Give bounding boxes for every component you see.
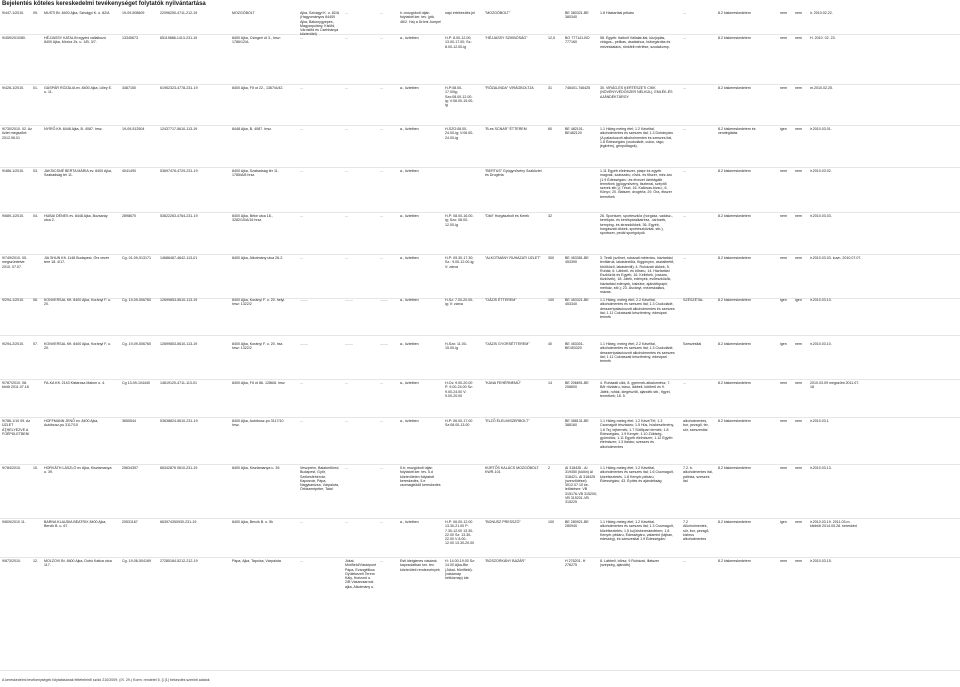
cell-stat: 27285184-5212-212-19 (160, 559, 198, 563)
cell-id: 9/730/2010. 02. Az üzlet megszűnt: 2012.06.01 (2, 127, 32, 140)
cell-name: "KANA FEHÉRNEMŰ" (485, 381, 521, 385)
cell-place: 8400 Ajka, Alkotmány utca 26-2. (232, 256, 284, 260)
cell-b: nem (795, 419, 802, 423)
cell-goods: 3. Textil (szőnet, rubázati méteráru, háztartási textiláruk, lakástextília, függönyen, asztalteritő, törölköző, lakástextil); 4. Ruházati cikkek; 5. Ruhák; 6. Lábbeli- és bőráru, 14. Háztartási Eszközök és Egyéb, 16. Kellékek, (vasáru, tüzkövek), 18. Játék, edények, evőeszközök, háztartási edények, kisbútor, ajándékpapír, merkáz, stb.); 23. Ásványi, mézeskalács, mázas. (600, 256, 675, 295)
cell-hours: H: 14.00-19.00 Sz: 14.00 Ajka-Bie (Jókai- Mórifield): (vásárnap hétköznap) ide (445, 559, 475, 581)
cell-code: Al 318426 - Al 319450 (külön) Al 318421- Al 318425 (szerződései) 3012.07.10 ke- lelőstésre: VB 315176-VB 315200; VB 315201-VB 315225 (565, 466, 597, 505)
cell-hours: H-Sz: 7.00-20.00-ig; V: zárva (445, 298, 474, 307)
cell-date: ir.2010.03.03. (810, 214, 832, 218)
cell-owner: HORVÁTH LÁSZLÓ ev Ajka, Kisztamanya u. 39. (44, 466, 112, 475)
table-row (0, 9, 960, 35)
cell-reg: 3487150 (122, 86, 136, 90)
cell-s1: ... (380, 419, 383, 423)
cell-date: ir.2010.03.10. (810, 342, 832, 346)
cell-code: H 276201- H 276275 (565, 559, 586, 568)
cell-a: nem (780, 381, 787, 385)
cell-id: 9/787/2010. 08. törölt 2011.07.18 (2, 381, 29, 390)
cell-b: nem (795, 11, 802, 15)
cell-type: 8.2 kiskereskedelem (718, 381, 751, 385)
cell-stat: 12699853-5610-113-19 (160, 342, 198, 346)
cell-stat: 53622263-4764-231-19 (160, 214, 198, 218)
cell-addr: ... (300, 419, 303, 423)
cell-pad: 10. (33, 466, 38, 470)
cell-addr: ... (300, 86, 303, 90)
cell-a: nem (780, 169, 787, 173)
cell-cat: Szeszesital (683, 342, 702, 346)
cell-area: ........ (345, 342, 353, 346)
cell-prod: 5.b; mozgóbolt útján folytatott ker. tev. 5.d közterületen folytatott kereskedés, 5.e csomagküldő kereskedés (400, 466, 441, 488)
cell-sq: 60 (548, 127, 552, 131)
cell-stat: 66342876 0610-231-19 (160, 466, 198, 470)
table-row (0, 557, 960, 671)
cell-a: nem (780, 419, 787, 423)
cell-name: "MOZGÓBOLT" (485, 11, 511, 15)
cell-s1: ... (380, 11, 383, 15)
cell-hours: H-P: 06.00-12.00 13.30-21.00 P: 7.30-12.00 13.30-22.00 Sz: 13.30-22.00 V 8.00-12.00 13.30-20.00 (445, 520, 475, 546)
cell-date: ir. 2010.02.22. (810, 11, 833, 15)
cell-id: 9/447-1/2010. (2, 11, 25, 15)
cell-area: ... (345, 36, 348, 40)
cell-prod: a., üzletben (400, 419, 419, 423)
cell-b: nem (795, 381, 802, 385)
cell-stat: 61952323-4778-231-19 (160, 86, 198, 90)
cell-type: 8.2 kiskereskedelem (718, 559, 751, 563)
cell-goods: 1.8 Háztartási pékáru (600, 11, 635, 15)
cell-addr: ........ (300, 342, 308, 346)
cell-reg: Cg. 01-09-913171 (122, 256, 151, 260)
cell-s1: ... (380, 127, 383, 131)
cell-owner: JAKSICSNÉ BERTA MÁRIA ev. 8400 Ajka, Szabadság tér 11. (44, 169, 112, 178)
cell-goods: 1.1 Hideg meleg étel; 1.2 Kávéital, alkoholmentes és szeszes ital; 1.3 Dohányáru (A palackozott alkoholmentes és szeszes ital, 1.8 Édességáru (csokoládé, cukor, rágó, jégkrém), génpótlagok). (600, 127, 674, 149)
cell-a: igen (780, 520, 787, 524)
cell-stat: 12437717-5610-113-19 (160, 127, 198, 131)
cell-name: "OÁZIS GYORSÉTTEREM" (485, 342, 530, 346)
cell-a: igen (780, 298, 787, 302)
cell-date: ir.2010.03.03. kuvn. 2010.07.07. (810, 256, 862, 260)
cell-place: 8400 Ajka, Szabadság tér 11. 1785/A/8 hrsz. (232, 169, 279, 178)
cell-reg: 13345673 (122, 36, 138, 40)
cell-sq: 100 (548, 520, 554, 524)
table-row (0, 212, 960, 255)
cell-stat: 65119886-1413-231-19 (160, 36, 198, 40)
cell-b: nem (795, 559, 802, 563)
cell-s1: ... (380, 559, 383, 563)
cell-date: ir.2010.03.01. (810, 127, 832, 131)
cell-date: ir.2010.03.02. (810, 169, 832, 173)
cell-b: nem (795, 36, 802, 40)
cell-code: BE 280921-BE 280940 (565, 520, 589, 529)
cell-name: KÜRTŐS KALÁCS MOZGÓBOLT KWR-101 (485, 466, 539, 475)
cell-addr: ... (300, 520, 303, 524)
cell-s1: ... (380, 520, 383, 524)
table-row (0, 340, 960, 380)
cell-place: 8400 Ajka, Csingeri út 3., hrsz: 1786/12/A. (232, 36, 281, 45)
cell-area: ... (345, 381, 348, 385)
cell-place: 8400 Ajka, Bercik B. u. 5k (232, 520, 273, 524)
cell-b: nem (795, 127, 802, 131)
cell-cat: ... (683, 86, 686, 90)
footer-note: A kereskedelmi tevékenységek folytatásának feltételeiről szóló 210/2009. (IX. 29.) Korm. rendelet 5. § (1) bekezdés szerinti adatok (2, 678, 210, 682)
cell-pad: 03. (33, 169, 38, 173)
cell-addr: ........ (300, 298, 308, 302)
cell-a: igen (780, 127, 787, 131)
cell-prod: a., üzletben (400, 214, 419, 218)
cell-addr: ... (300, 169, 303, 173)
cell-owner: HUBAI DÉNES ev. 8448 Ajka, Bozsaráy utca 2. (44, 214, 108, 223)
cell-area: ... (345, 169, 348, 173)
cell-place: 8400 Ajka, Autóbusz-pu 3117/10 hrsz. (232, 419, 284, 428)
cell-pad: 12. (33, 559, 38, 563)
cell-prod: a., üzletben (400, 169, 419, 173)
cell-hours: H-P: 09.30-17.30; Sz.: 9.00-12.00-ig; V: zárva (445, 256, 475, 269)
table-row (0, 125, 960, 168)
table-row (0, 379, 960, 418)
cell-sq: 300 (548, 256, 554, 260)
cell-id: 9/784/2010. (2, 466, 21, 470)
cell-addr: ... (300, 381, 303, 385)
cell-reg: 3655544 (122, 419, 136, 423)
cell-b: igen (795, 298, 802, 302)
cell-reg: 19-09-508609 (122, 11, 145, 15)
cell-sq: 12,5 (548, 36, 555, 40)
cell-b: nem (795, 214, 802, 218)
cell-type: 8.2 kiskereskedelem (718, 419, 751, 423)
cell-reg: Cg. 19-09-506760 (122, 298, 151, 302)
cell-pad: 09. (33, 11, 38, 15)
cell-type: 8.2 kiskereskedelem (718, 256, 751, 260)
cell-area: ... (345, 214, 348, 218)
cell-reg: 19-09-512504 (122, 127, 145, 131)
cell-type: 8.2 kiskereskedelem (718, 36, 751, 40)
cell-name: "OÁZIS ÉTTEREM" (485, 298, 517, 302)
cell-code: BE 453321-BE 453340 (565, 298, 589, 307)
cell-b: nem (795, 256, 802, 260)
cell-code: 746401-746425 (565, 86, 591, 90)
cell-owner: KONVERSAL Kft. 8400 Ajka, Korányi F. u. 20. (44, 298, 111, 307)
cell-cat: ... (683, 169, 686, 173)
cell-id: 9/294-1/2010. (2, 298, 25, 302)
cell-s1: ........ (380, 342, 388, 346)
cell-date: ir.2010.03.13. (810, 466, 832, 470)
cell-a: igen (780, 342, 787, 346)
cell-place: 8400 Ajka, Kisztamanya u. 39. (232, 466, 281, 470)
table-row (0, 254, 960, 299)
cell-owner: FA-KA Kft. 2143 Kistarcsa Malom u. 4. (44, 381, 106, 385)
cell-s1: ... (380, 214, 383, 218)
cell-cat: SZÉSZÉTAL (683, 298, 704, 302)
cell-reg: 4041490 (122, 169, 136, 173)
cell-goods: 58. Egyéb: Italbolt Vállalat-ital, közjóplás, virágos-, pelikas, ásatáshoz, bútorgárdás és mézeskalács, rönkfelt mériése, szodakomp. (600, 36, 671, 49)
cell-area: ... (345, 419, 348, 423)
cell-prod: a., üzletben (400, 520, 419, 524)
cell-code: BE 388131-BE 388160 (565, 419, 589, 428)
table-row (0, 518, 960, 558)
cell-reg: Cg. 19-06-504169 (122, 559, 151, 563)
cell-hours: H-SZO:08.00-24.00-ig; V:06.00-24.00-ig (445, 127, 474, 140)
cell-sq: 32 (548, 214, 552, 218)
cell-a: nem (780, 466, 787, 470)
cell-id: 9/428-1/2010. (2, 86, 25, 90)
cell-stat: 14619120-4711-113-01 (160, 381, 198, 385)
cell-cat: ... (683, 11, 686, 15)
table-row (0, 84, 960, 126)
cell-goods: 1.1 Hideg-meleg étel; 1.2 Kávéital, alkoholmentes és szeszes ital; 1.3 Csomagolt, közétkeztetés; 1.5 kuj kiskereskedelem; 1.8 Kenyér-pékáru, Édességáru, valamint (tájban, édesség), és szeszesital 1.9 Édességáru (600, 520, 674, 542)
cell-date: H. 2010. 02. 23. (810, 36, 836, 40)
cell-place: 8400 Ajka, Korányi F. u. 20. helyi. hrsz: 1322/2 (232, 298, 286, 307)
table-row (0, 464, 960, 519)
cell-addr: Ajka, Szivágyi K. u. 82/A (Hagyományos 84400 Ajka, Bakonygyepes, Magyarpolány, Kislőd, Városlőd és Csehbánya közterület) (300, 11, 339, 37)
cell-cat: ... (683, 381, 686, 385)
cell-sq: 14 (548, 381, 552, 385)
cell-id: 9/459/2010/80. (2, 36, 26, 40)
cell-type: 8.2 kiskereskedelem (718, 342, 751, 346)
cell-type: 8.2 kiskereskedelem (718, 214, 751, 218)
cell-goods: 1.1 Hideg, meleg étel; 2.2 Kávéital, alkoholmentes és szeszes ital; 1.3 Csokoládé, desszertpalackozott alkoholmentes és szeszes ital; 1.11 Cukrászati készítmény, édesipari termék (600, 298, 675, 320)
cell-goods: 1.1 Hideg-meleg étel; 1.2 Kávé/Tél; 1.3 Csomagolt tésztaáru; 1.5 Hús, húskészítmény, 1.6 Tej, tejtermék; 1.7 Sütőipari termék; 1.8 Édességáru, 1.9 Kenyér; 1.10 Zöldség-gyümölcs; 1.11 Egyéb élelmiszer; 1.12 Egyéb élelmiszer; 1.3 Italáru; szeszes és alkoholmentes (600, 419, 675, 449)
cell-b: nem (795, 520, 802, 524)
cell-name: "HÉJJASSY SZIKBÓSÁG" (485, 36, 528, 40)
cell-id: 9/786-1/10 09. Az ÜZLET ÁTHELYEZVE A FŐÉPÜLETBEN! (2, 419, 31, 436)
cell-area: ... (345, 256, 348, 260)
cell-cat: ... (683, 559, 686, 563)
cell-id: 9/294-2/2010. (2, 342, 25, 346)
cell-type: 8.2 kiskereskedelem (718, 11, 751, 15)
cell-id: 9/873/2010. (2, 559, 21, 563)
cell-stat: 22096250-4711-212-19 (160, 11, 198, 15)
cell-hours: H-P: 08.00-16.00-ig; Szo: 08.00-12.00-ig (445, 214, 474, 227)
cell-cat: alkoholmentes, bor, pezsgő, tér, sör, szeszesital (683, 419, 709, 432)
cell-a: nem (780, 36, 787, 40)
cell-goods: 4. Ruházati cikk, 8. gyermek-alkalomrész, 7. Bőr rövidáru, bizsu, lábbeli, kötőmű és 9. Játék, ruhák, kiegészítő, ajándék stb., figyel, termékek; 18. 5. (600, 381, 671, 398)
cell-stat: 12699853-5610-113-19 (160, 298, 198, 302)
cell-cat: 7.2 Alkoholmentes, sör, bor, pezsgő, kizleus alkoholmentes (683, 520, 710, 542)
cell-prod: a., üzletben (400, 256, 419, 260)
cell-name: "ALKOTMÁNY RUHÁZATI ÜZLET" (485, 256, 541, 260)
cell-stat: 14686467-4642-113-01 (160, 256, 198, 260)
cell-place: MOZGÓBOLT (232, 11, 255, 15)
cell-hours: H-P: 8.00-12.00; 13.00-17.00; Sz.: 8.00-12.00-ig (445, 36, 473, 49)
cell-b: nem (795, 86, 802, 90)
cell-prod: a., üzletben (400, 127, 419, 131)
cell-code: BE 453301-BE453320 (565, 342, 584, 351)
page-title: Bejelentés köteles kereskedelmi tevékenységet folytatók nyilvántartása (2, 1, 206, 7)
cell-name: "ELZŐ ÉLELMISZERBOLT" (485, 419, 530, 423)
cell-area: Jókai-Mórifield/Vásárpont Pápa, Evangélikus Gyülekezeti Terem Kály, Horizont u. 2/B Vásárcsarnok ajka, Alkotmány u. (345, 559, 376, 589)
cell-place: 8400 Ajka, Béke utca 18., 3282/10/A/16 hrsz. (232, 214, 273, 223)
cell-hours: H-Szo: 11.00-15.00-ig (445, 342, 467, 351)
cell-owner: NYÍRŐ Kft. 8448 Ajka, B. 4087. hrsz. (44, 127, 103, 131)
cell-area: ... (345, 520, 348, 524)
cell-prod: Esti ideiglenes vásárok kapcsolatban ker. tev. közterületi rendezvények (400, 559, 440, 572)
cell-code: BE 206691-BE 206600 (565, 381, 589, 390)
cell-cat: ... (683, 36, 686, 40)
cell-type: 8.2 kiskereskedelem (718, 466, 751, 470)
cell-a: nem (780, 256, 787, 260)
cell-code: BE 380321-BE 380340 (565, 11, 589, 20)
cell-a: nem (780, 214, 787, 218)
cell-s1: ... (380, 381, 383, 385)
cell-pad: 06. (33, 298, 38, 302)
cell-owner: KONVERSAL Kft. 8400 Ajka, Korányi F. u. 20. (44, 342, 111, 351)
cell-goods: 1.1 Hideg, meleg étel; 2.2 Kávéital, alkoholmentes és szeszes ital; 1.3 Csokoládé, desszertpalackozott alkoholmentes és szeszes ital; 1.11 Cukrászati készítmény, édesipari termék (600, 342, 675, 364)
cell-b: nem (795, 169, 802, 173)
cell-owner: BARNA KLAUDIA BEATRIX 8400 Ajka, Bercik B. u. 67. (44, 520, 107, 529)
cell-s1: ... (380, 86, 383, 90)
cell-s1: ... (380, 466, 383, 470)
cell-addr: ... (300, 127, 303, 131)
cell-addr: ... (300, 559, 303, 563)
cell-date: 2010.03.09 megszűnt 2011.07. 18 (810, 381, 860, 390)
cell-owner: JIA SHUN Kft. 1148 Budapest, Örs vezér tere 18. 4/17. (44, 256, 110, 265)
cell-name: "BONUSZ PRESSZÓ" (485, 520, 521, 524)
cell-area: ........ (345, 298, 353, 302)
cell-code: BE 482101-BE482120 (565, 127, 584, 136)
cell-owner: HÉJJASSY KATALIN egyéni vállalkozó 8400 Ajka, Móricz Zs. u. 1/B. 3/7. (44, 36, 106, 45)
cell-stat: 53697476-4729-231-19 (160, 169, 198, 173)
cell-owner: MUSTI Bt. 8400 Ajka, Szivágyi K. u. 82/A (44, 11, 110, 15)
cell-reg: 20531167 (122, 520, 138, 524)
cell-sq: 100 (548, 298, 554, 302)
cell-reg: 25634397 (122, 466, 138, 470)
cell-date: ir.2010.03.10. (810, 298, 832, 302)
cell-owner: MOLZOVI Bt. 8400 Ajka, Dobó Katica utca 117. (44, 559, 112, 568)
cell-type: 8.2 kiskereskedelem (718, 298, 751, 302)
cell-cat: 7.2. b. alkoholmentes ital, pálinka, szeszes ital (683, 466, 713, 483)
cell-addr: Veszprém, Balatonfüred, Budapest, Győr, Székesfehérvár, Kaposvár, Pápa, Nagykanizsa, Várpalota, Örkiszentpéter, Tatai (300, 466, 340, 492)
cell-s1: ........ (380, 298, 388, 302)
cell-id: 9/486-1/2010. (2, 169, 25, 173)
cell-cat: ... (683, 256, 686, 260)
cell-goods: 30. VIRÁG-ÉS KERTÉSZETI CIKK (NÖVÉNYVÉDŐSZER NÉLKÜL), EMLÉK-ÉS AJÁNDÉKTÁRGY (600, 86, 673, 99)
cell-reg: 2898670 (122, 214, 136, 218)
cell-type: 8.2 kiskereskedelem és vendéglátás (718, 127, 756, 136)
cell-s1: ... (380, 36, 383, 40)
cell-goods: 1.1 Hideg-meleg étel; 1.2 Kávéital, alkoholmentes és szeszes ital; 1.6 Csomagolt, közétkeztetés, 1.8 Kenyér-pékáru, Édességáru; 43. Építés és ajándékság (600, 466, 674, 483)
cell-area: ... (345, 11, 348, 15)
cell-cat: ... (683, 214, 686, 218)
cell-prod: a., üzletben (400, 381, 419, 385)
cell-area: ... (345, 466, 348, 470)
cell-prod: a., üzletben (400, 298, 419, 302)
cell-prod: a., üzletben (400, 342, 419, 346)
cell-name: "B-es SCNAR" ÉTTEREM (485, 127, 527, 131)
cell-name: "BOSZORKÁNY BAZÁR" (485, 559, 526, 563)
cell-hours: napi értékesítés jel (445, 11, 475, 15)
cell-goods: 1.11 Egyéb élelmiszer, piaipr és egyéb magvak, szárazáru, rövid- és fűszer, méz-áru (1.9 Édességáru -és élvezet üzletágátit termékek (gyógynövény, tisztenal, szépítő szerek stb.)); Tészt, 16. Kallcsas-bizsú,; 6. Könyv; 20. Illatszer, drogéria; 29. Óra, ékszer termékek (600, 169, 672, 199)
cell-type: 8.2 kiskereskedelem (718, 86, 751, 90)
cell-a: nem (780, 86, 787, 90)
cell-goods: 8. Lábbeli, bőrsz, 9 Ruházat, Illatszer (szépség, ajándék) (600, 559, 660, 568)
cell-hours: H-P:08.00-17.00ig; Szo:08.00-12.00-ig; V:08.00-15.00-ig (445, 86, 474, 108)
cell-addr: ... (300, 36, 303, 40)
cell-s1: ... (380, 256, 383, 260)
cell-cat: ... (683, 127, 686, 131)
cell-date: ir.2010.03.1 (810, 419, 829, 423)
cell-stat: 53638824-5610-231-19 (160, 419, 198, 423)
cell-date: ir.2010.03.19. 2011.03.m. kilóbült 2014.05.28. kereskéd (810, 520, 857, 529)
cell-area: ... (345, 127, 348, 131)
cell-hours: H-Cs: 9.00-20.00 P: 9.00-24.00 Sz: 9.00-24.00 V: 9.00-20.00 (445, 381, 473, 398)
cell-type: 8.2 kiskereskedelem (718, 520, 751, 524)
cell-b: nem (795, 342, 802, 346)
cell-prod: a., üzletben (400, 86, 419, 90)
cell-pad: 04. (33, 214, 38, 218)
table-row (0, 417, 960, 465)
cell-goods: 26. Sportszer, sporteszköz (horgász, vadász-, kerékpár- és kerékpáralkatrész, -tartozék, kemping- és strandcikkek, 36. Egyéb, horgászati cikkek, sporteszközkat, stb.), sportszer, pedál sportgolyók (600, 214, 673, 236)
cell-hours: H-P: 06.00-17.00 Sz:08.00-13.00 (445, 419, 473, 428)
cell-place: 8400 Ajka, Fő ut 22., 1367/A/42. (232, 86, 284, 90)
cell-pad: 07. (33, 342, 38, 346)
cell-type: 8.2 kiskereskedelem (718, 169, 751, 173)
cell-code: BE 453381-BE 453390 (565, 256, 589, 265)
cell-name: "Dild" Horgászbolt és Kerék (485, 214, 530, 218)
cell-name: "RÓZALINDA" VIRÁGBOLTJA (485, 86, 534, 90)
cell-date: m.2010.02.25. (810, 86, 833, 90)
cell-code: BO 777141-BO 777160 (565, 36, 590, 45)
cell-id: 9/689-1/2010. (2, 214, 25, 218)
cell-reg: Cg. 19-09-506760 (122, 342, 151, 346)
cell-id: 9/809/2010 11. (2, 520, 26, 524)
cell-place: 8400 Ajka, Korányi F. u. 20. hsz. hrsz: 1322/2 (232, 342, 284, 351)
table-row (0, 296, 960, 336)
cell-a: nem (780, 11, 787, 15)
cell-place: Pápa, Ajka, Tapolca, Várpalota (232, 559, 281, 563)
cell-date: ir.2010.03.15. (810, 559, 832, 563)
cell-s1: ... (380, 169, 383, 173)
cell-owner: HOFFMANN JENŐ ev. 8400 Ajka, Autóbusz-pu 3117/10 (44, 419, 99, 428)
cell-owner: GÁSPÁR RÓZÁLIA ev. 8400 Ajka, Liliey E. u. 11. (44, 86, 113, 95)
cell-reg: Cg 13-09-104440 (122, 381, 150, 385)
cell-pad: 01. (33, 86, 38, 90)
cell-sq: 31 (548, 86, 552, 90)
table-row (0, 34, 960, 85)
cell-a: nem (780, 559, 787, 563)
cell-prod: h.:mozgóbolt útján folytatott ker. tev. (ptk. 46/2. Ha) a Ürömi Jumpe! (400, 11, 442, 24)
cell-addr: ... (300, 214, 303, 218)
cell-area: ... (345, 86, 348, 90)
cell-sq: 40 (548, 342, 552, 346)
cell-addr: ... (300, 256, 303, 260)
cell-name: "BERTUS" Gyógynövény Szaküzlet és Drogéria (485, 169, 542, 178)
cell-b: nem (795, 466, 802, 470)
cell-stat: 663974350930-231-19 (160, 520, 197, 524)
cell-id: 9/749/2010. 05. megszüntetve: 2010. 07.07. (2, 256, 27, 269)
cell-prod: a., üzletben (400, 36, 419, 40)
cell-place: 8448 Ajka, B. 4087. hrsz. (232, 127, 272, 131)
cell-place: 8400 Ajka, Fő út 86. 1286/8. hrsz (232, 381, 285, 385)
cell-sq: 2 (548, 466, 550, 470)
table-row (0, 167, 960, 213)
